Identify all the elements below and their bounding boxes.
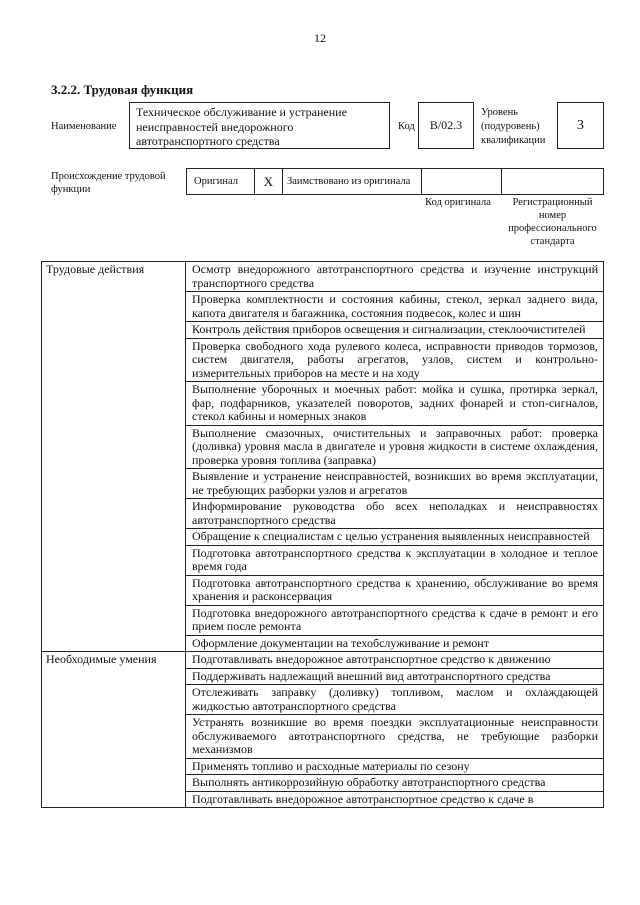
labor-action-item: Выполнение уборочных и моечных работ: мойка и сушка, протирка зеркал, фар, подфарников, указателей поворотов, задних фонарей и стоп-сигналов, стекол кабины и номерных знаков <box>186 382 604 426</box>
skill-row <box>42 652 604 669</box>
section-title: 3.2.2. Трудовая функция <box>51 82 194 97</box>
labor-action-item: Контроль действия приборов освещения и сигнализации, стеклоочистителей <box>186 322 604 339</box>
name-label: Наименование <box>51 121 117 132</box>
qualification-level-box: 3 <box>557 102 604 149</box>
labor-action-item: Выявление и устранение неисправностей, возникших во время эксплуатации, не требующих разборки узлов и агрегатов <box>186 469 604 499</box>
qualification-level-label: Уровень (подуровень) квалификации <box>481 107 546 146</box>
skill-item: Устранять возникшие во время поездки эксплуатационные неисправности обслуживаемого автотранспортного средства, не требующие разборки механизмов <box>186 715 604 759</box>
skill-item: Подготавливать внедорожное автотранспортное средство к движению <box>186 652 604 669</box>
skill-item: Применять топливо и расходные материалы по сезону <box>186 758 604 775</box>
origin-label: Происхождение трудовой функции <box>51 171 166 195</box>
labor-action-item: Подготовка автотранспортного средства к хранению, обслуживание во время хранения и расконсервация <box>186 575 604 605</box>
labor-action-item: Подготовка внедорожного автотранспортного средства к сдаче в ремонт и его прием после ремонта <box>186 605 604 635</box>
origin-mark-cell: X <box>255 169 283 194</box>
labor-action-item: Выполнение смазочных, очистительных и заправочных работ: проверка (доливка) уровня масла в двигателе и уровня жидкости в системе охлаждения, проверка уровня топлива (заправка) <box>186 425 604 469</box>
original-code-caption: Код оригинала <box>425 197 491 208</box>
skills-label: Необходимые умения <box>42 652 186 808</box>
labor-actions-label: Трудовые действия <box>42 262 186 652</box>
function-details-table <box>41 261 604 808</box>
registration-number-caption: Регистрационный номер профессионального стандарта <box>508 197 597 247</box>
labor-action-item: Осмотр внедорожного автотранспортного средства и изучение инструкций транспортного средства <box>186 262 604 292</box>
skill-item: Выполнять антикоррозийную обработку автотранспортного средства <box>186 775 604 792</box>
function-name-box: Техническое обслуживание и устранение неисправностей внедорожного автотранспортного средства <box>129 102 390 149</box>
labor-action-item: Обращение к специалистам с целью устранения выявленных неисправностей <box>186 529 604 546</box>
registration-number-cell <box>502 169 603 194</box>
code-value-box: B/02.3 <box>418 102 474 149</box>
labor-action-item: Оформление документации на техобслуживание и ремонт <box>186 635 604 652</box>
origin-borrowed-cell: Заимствовано из оригинала <box>283 169 422 194</box>
labor-action-item: Информирование руководства обо всех неполадках и неисправностях автотранспортного средства <box>186 499 604 529</box>
skill-item: Поддерживать надлежащий внешний вид автотранспортного средства <box>186 668 604 685</box>
labor-action-row <box>42 262 604 292</box>
labor-action-item: Проверка свободного хода рулевого колеса, исправности приводов тормозов, систем двигателя, работы агрегатов, узлов, систем и контрольно-измерительных приборов на месте и на ходу <box>186 338 604 382</box>
origin-row <box>186 168 604 195</box>
page-number: 12 <box>314 31 326 45</box>
skill-item: Отслеживать заправку (доливку) топливом, маслом и охлаждающей жидкостью автотранспортного средства <box>186 685 604 715</box>
code-label: Код <box>398 121 415 132</box>
labor-action-item: Подготовка автотранспортного средства к эксплуатации в холодное и теплое время года <box>186 545 604 575</box>
origin-code-cell <box>422 169 502 194</box>
skill-item: Подготавливать внедорожное автотранспортное средство к сдаче в <box>186 791 604 808</box>
origin-original-cell: Оригинал <box>187 169 255 194</box>
labor-action-item: Проверка комплектности и состояния кабины, стекол, зеркал заднего вида, капота двигателя и багажника, состояния подвесок, колес и шин <box>186 292 604 322</box>
